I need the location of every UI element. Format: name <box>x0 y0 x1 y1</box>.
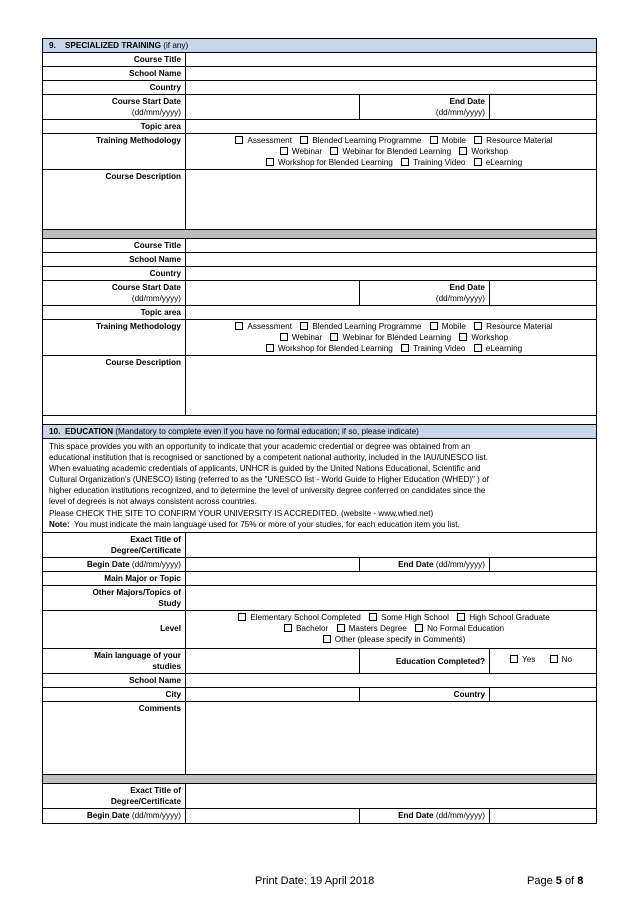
section-9-header <box>43 39 596 53</box>
blended-learning-checkbox[interactable] <box>300 136 308 144</box>
page-current: 5 <box>555 875 562 887</box>
option-label: eLearning <box>485 158 523 167</box>
training-video-checkbox[interactable] <box>401 344 409 352</box>
label-line: Other Majors/Topics of <box>92 587 181 597</box>
end-date-field[interactable] <box>490 281 596 305</box>
education-dates-row <box>43 558 596 572</box>
topic-area-label: Topic area <box>43 306 186 319</box>
intro-line: level of degrees is not always consistent across countries. <box>49 497 257 507</box>
school-name-label: School Name <box>43 674 186 687</box>
end-date-text: End Date <box>398 559 434 569</box>
date-format-hint: (dd/mm/yyyy) <box>131 559 181 569</box>
course-description-field[interactable] <box>186 356 596 415</box>
school-name-field[interactable] <box>186 67 596 80</box>
option-label: Webinar <box>291 147 323 156</box>
label-line: Degree/Certificate <box>110 796 181 806</box>
comments-field[interactable] <box>186 702 596 774</box>
topic-area-row <box>43 306 596 320</box>
end-date-field[interactable] <box>490 558 596 571</box>
exact-title-label <box>43 784 186 808</box>
option-label: eLearning <box>485 344 523 353</box>
course-description-field[interactable] <box>186 170 596 229</box>
section-9-title: SPECIALIZED TRAINING <box>64 41 161 50</box>
main-language-label <box>43 649 186 673</box>
blended-learning-checkbox[interactable] <box>300 322 308 330</box>
some-high-school-checkbox[interactable] <box>369 613 377 621</box>
blank-row <box>43 416 596 425</box>
webinar-blended-checkbox[interactable] <box>330 333 338 341</box>
label-line: Study <box>158 598 181 608</box>
country-label: Country <box>360 688 490 701</box>
intro-line: This space provides you with an opportunity to indicate that your academic credential or degree was obtained from an <box>49 442 471 451</box>
note-text: You must indicate the main language used for 75% or more of your studies, for each education item you list. <box>74 519 460 529</box>
exact-title-row <box>43 784 596 809</box>
separator <box>43 230 596 239</box>
print-date: Print Date: 19 April 2018 <box>255 875 375 887</box>
page-total: 8 <box>577 875 584 887</box>
page-of: of <box>564 875 575 887</box>
option-label: Webinar <box>291 333 323 342</box>
end-date-field[interactable] <box>490 809 596 823</box>
date-format-hint: (dd/mm/yyyy) <box>435 810 485 820</box>
section-9-note: (if any) <box>163 41 189 50</box>
course-start-date-label <box>43 281 186 305</box>
separator <box>43 775 596 784</box>
city-field[interactable] <box>186 688 360 701</box>
option-label: Other (please specify in Comments) <box>334 634 466 644</box>
education-intro <box>43 439 596 533</box>
exact-title-field[interactable] <box>186 533 596 557</box>
option-label: Mobile <box>441 322 466 331</box>
intro-line: educational institution that is recognised or sanctioned by a competent national authority, included in the IAU/UNESCO list. <box>49 453 488 463</box>
training-methodology-row <box>43 134 596 170</box>
school-name-label: School Name <box>43 253 186 266</box>
mobile-checkbox[interactable] <box>430 322 438 330</box>
main-major-row <box>43 572 596 586</box>
begin-date-label <box>43 558 186 571</box>
option-label: Bachelor <box>295 623 329 633</box>
option-label: High School Graduate <box>469 612 550 622</box>
label-line: studies <box>152 661 181 671</box>
option-label: Workshop <box>471 333 509 342</box>
option-label: No Formal Education <box>427 623 505 633</box>
completed-no-checkbox[interactable] <box>550 655 558 663</box>
date-format-hint: (dd/mm/yyyy) <box>435 559 485 569</box>
label-line: Exact Title of <box>130 534 181 544</box>
intro-line: When evaluating academic credentials of applicants, UNHCR is guided by the United Nations Educational, Scientific and <box>49 464 481 474</box>
comments-row <box>43 702 596 775</box>
option-label: Workshop for Blended Learning <box>277 158 393 167</box>
end-date-text: End Date <box>449 97 485 106</box>
section-10-header <box>43 425 596 439</box>
workshop-checkbox[interactable] <box>459 147 467 155</box>
course-description-label: Course Description <box>43 356 186 415</box>
methodology-options <box>186 320 596 355</box>
begin-date-field[interactable] <box>186 558 360 571</box>
training-methodology-label: Training Methodology <box>43 134 186 169</box>
webinar-checkbox[interactable] <box>280 333 288 341</box>
other-level-checkbox[interactable] <box>323 635 331 643</box>
course-description-row <box>43 356 596 416</box>
option-label: Masters Degree <box>348 623 407 633</box>
level-label: Level <box>43 611 186 648</box>
resource-material-checkbox[interactable] <box>474 322 482 330</box>
topic-area-field[interactable] <box>186 120 596 133</box>
page-prefix: Page <box>527 875 553 887</box>
country-label: Country <box>43 81 186 94</box>
elearning-checkbox[interactable] <box>474 158 482 166</box>
elementary-checkbox[interactable] <box>238 613 246 621</box>
option-label: Resource Material <box>486 322 553 331</box>
school-name-row <box>43 253 596 267</box>
course-dates-row <box>43 95 596 120</box>
option-label: Webinar for Blended Learning <box>342 147 452 156</box>
masters-checkbox[interactable] <box>337 624 345 632</box>
mobile-checkbox[interactable] <box>430 136 438 144</box>
option-label: Assessment <box>247 322 292 331</box>
label-line: Main language of your <box>94 650 181 660</box>
topic-area-field[interactable] <box>186 306 596 319</box>
label-line: Exact Title of <box>130 785 181 795</box>
course-start-date-text: Course Start Date <box>111 283 181 292</box>
assessment-checkbox[interactable] <box>235 136 243 144</box>
option-label: Workshop <box>471 147 509 156</box>
school-name-label: School Name <box>43 67 186 80</box>
school-name-field[interactable] <box>186 253 596 266</box>
no-formal-education-checkbox[interactable] <box>415 624 423 632</box>
course-title-row <box>43 53 596 67</box>
date-format-hint: (dd/mm/yyyy) <box>131 810 181 820</box>
begin-date-label <box>43 809 186 823</box>
country-field[interactable] <box>186 81 596 94</box>
yes-label: Yes <box>522 654 536 664</box>
intro-line: Please CHECK THE SITE TO CONFIRM YOUR UNIVERSITY IS ACCREDITED. (website - www.whed.net) <box>49 508 434 518</box>
option-label: Assessment <box>247 136 292 145</box>
comments-label: Comments <box>43 702 186 774</box>
training-video-checkbox[interactable] <box>401 158 409 166</box>
label-line: Degree/Certificate <box>110 545 181 555</box>
end-date-label <box>360 558 490 571</box>
course-start-date-text: Course Start Date <box>111 97 181 106</box>
course-start-date-field[interactable] <box>186 281 360 305</box>
main-major-label: Main Major or Topic <box>43 572 186 585</box>
exact-title-field[interactable] <box>186 784 596 808</box>
country-label: Country <box>43 267 186 280</box>
resource-material-checkbox[interactable] <box>474 136 482 144</box>
exact-title-label <box>43 533 186 557</box>
option-label: Training Video <box>413 344 466 353</box>
begin-date-field[interactable] <box>186 809 360 823</box>
option-label: Mobile <box>441 136 466 145</box>
note-label: Note: <box>49 519 70 529</box>
main-language-field[interactable] <box>186 649 360 673</box>
school-name-field[interactable] <box>186 674 596 687</box>
end-date-text: End Date <box>398 810 434 820</box>
high-school-graduate-checkbox[interactable] <box>457 613 465 621</box>
course-title-label: Course Title <box>43 239 186 252</box>
option-label: Blended Learning Programme <box>312 136 422 145</box>
begin-date-text: Begin Date <box>86 559 130 569</box>
level-options <box>186 611 596 648</box>
topic-area-label: Topic area <box>43 120 186 133</box>
education-completed-options <box>490 649 596 673</box>
main-major-field[interactable] <box>186 572 596 585</box>
option-label: Some High School <box>381 612 449 622</box>
city-country-row <box>43 688 596 702</box>
course-title-label: Course Title <box>43 53 186 66</box>
training-methodology-row <box>43 320 596 356</box>
option-label: Elementary School Completed <box>250 612 361 622</box>
option-label: Workshop for Blended Learning <box>277 344 393 353</box>
section-10-title: EDUCATION <box>64 427 114 436</box>
training-methodology-label: Training Methodology <box>43 320 186 355</box>
end-date-label <box>360 809 490 823</box>
country-row <box>43 267 596 281</box>
country-field[interactable] <box>186 267 596 280</box>
course-dates-row <box>43 281 596 306</box>
course-title-row <box>43 239 596 253</box>
workshop-checkbox[interactable] <box>459 333 467 341</box>
completed-yes-checkbox[interactable] <box>510 655 518 663</box>
option-label: Training Video <box>413 158 466 167</box>
end-date-label <box>360 281 490 305</box>
option-label: Resource Material <box>486 136 553 145</box>
end-date-field[interactable] <box>490 95 596 119</box>
topic-area-row <box>43 120 596 134</box>
workshop-blended-checkbox[interactable] <box>266 344 274 352</box>
other-majors-label <box>43 586 186 610</box>
section-10-note: (Mandatory to complete even if you have no formal education; if so, please indicate) <box>115 427 419 436</box>
city-label: City <box>43 688 186 701</box>
course-title-field[interactable] <box>186 53 596 66</box>
assessment-checkbox[interactable] <box>235 322 243 330</box>
course-start-date-field[interactable] <box>186 95 360 119</box>
course-start-date-label <box>43 95 186 119</box>
option-label: Blended Learning Programme <box>312 322 422 331</box>
intro-note <box>49 519 590 530</box>
exact-title-row <box>43 533 596 558</box>
date-format-hint: (dd/mm/yyyy) <box>435 294 485 303</box>
begin-date-text: Begin Date <box>86 810 130 820</box>
date-format-hint: (dd/mm/yyyy) <box>435 108 485 117</box>
other-majors-row <box>43 586 596 611</box>
intro-line: Cultural Organization's (UNESCO) listing (referred to as the "UNESCO list - World Guide to Higher Education (WHED)" ) of <box>49 475 489 485</box>
section-9-number: 9. <box>49 41 56 50</box>
course-description-row <box>43 170 596 230</box>
page-indicator <box>527 875 583 887</box>
course-description-label: Course Description <box>43 170 186 229</box>
level-row <box>43 611 596 649</box>
bachelor-checkbox[interactable] <box>284 624 292 632</box>
workshop-blended-checkbox[interactable] <box>266 158 274 166</box>
application-form <box>42 38 597 824</box>
school-name-row <box>43 674 596 688</box>
section-10-number: 10. <box>49 427 61 436</box>
webinar-checkbox[interactable] <box>280 147 288 155</box>
country-field[interactable] <box>490 688 596 701</box>
webinar-blended-checkbox[interactable] <box>330 147 338 155</box>
country-row <box>43 81 596 95</box>
elearning-checkbox[interactable] <box>474 344 482 352</box>
option-label: Webinar for Blended Learning <box>342 333 452 342</box>
other-majors-field[interactable] <box>186 586 596 610</box>
no-label: No <box>561 654 573 664</box>
course-title-field[interactable] <box>186 239 596 252</box>
education-dates-row <box>43 809 596 823</box>
intro-line: higher education institutions recognized, and to determine the level of university degree conferred on candidates since the <box>49 486 486 496</box>
main-language-row <box>43 649 596 674</box>
education-completed-label: Education Completed? <box>360 649 490 673</box>
end-date-text: End Date <box>449 283 485 292</box>
end-date-label <box>360 95 490 119</box>
date-format-hint: (dd/mm/yyyy) <box>131 294 181 303</box>
methodology-options <box>186 134 596 169</box>
school-name-row <box>43 67 596 81</box>
date-format-hint: (dd/mm/yyyy) <box>131 108 181 117</box>
